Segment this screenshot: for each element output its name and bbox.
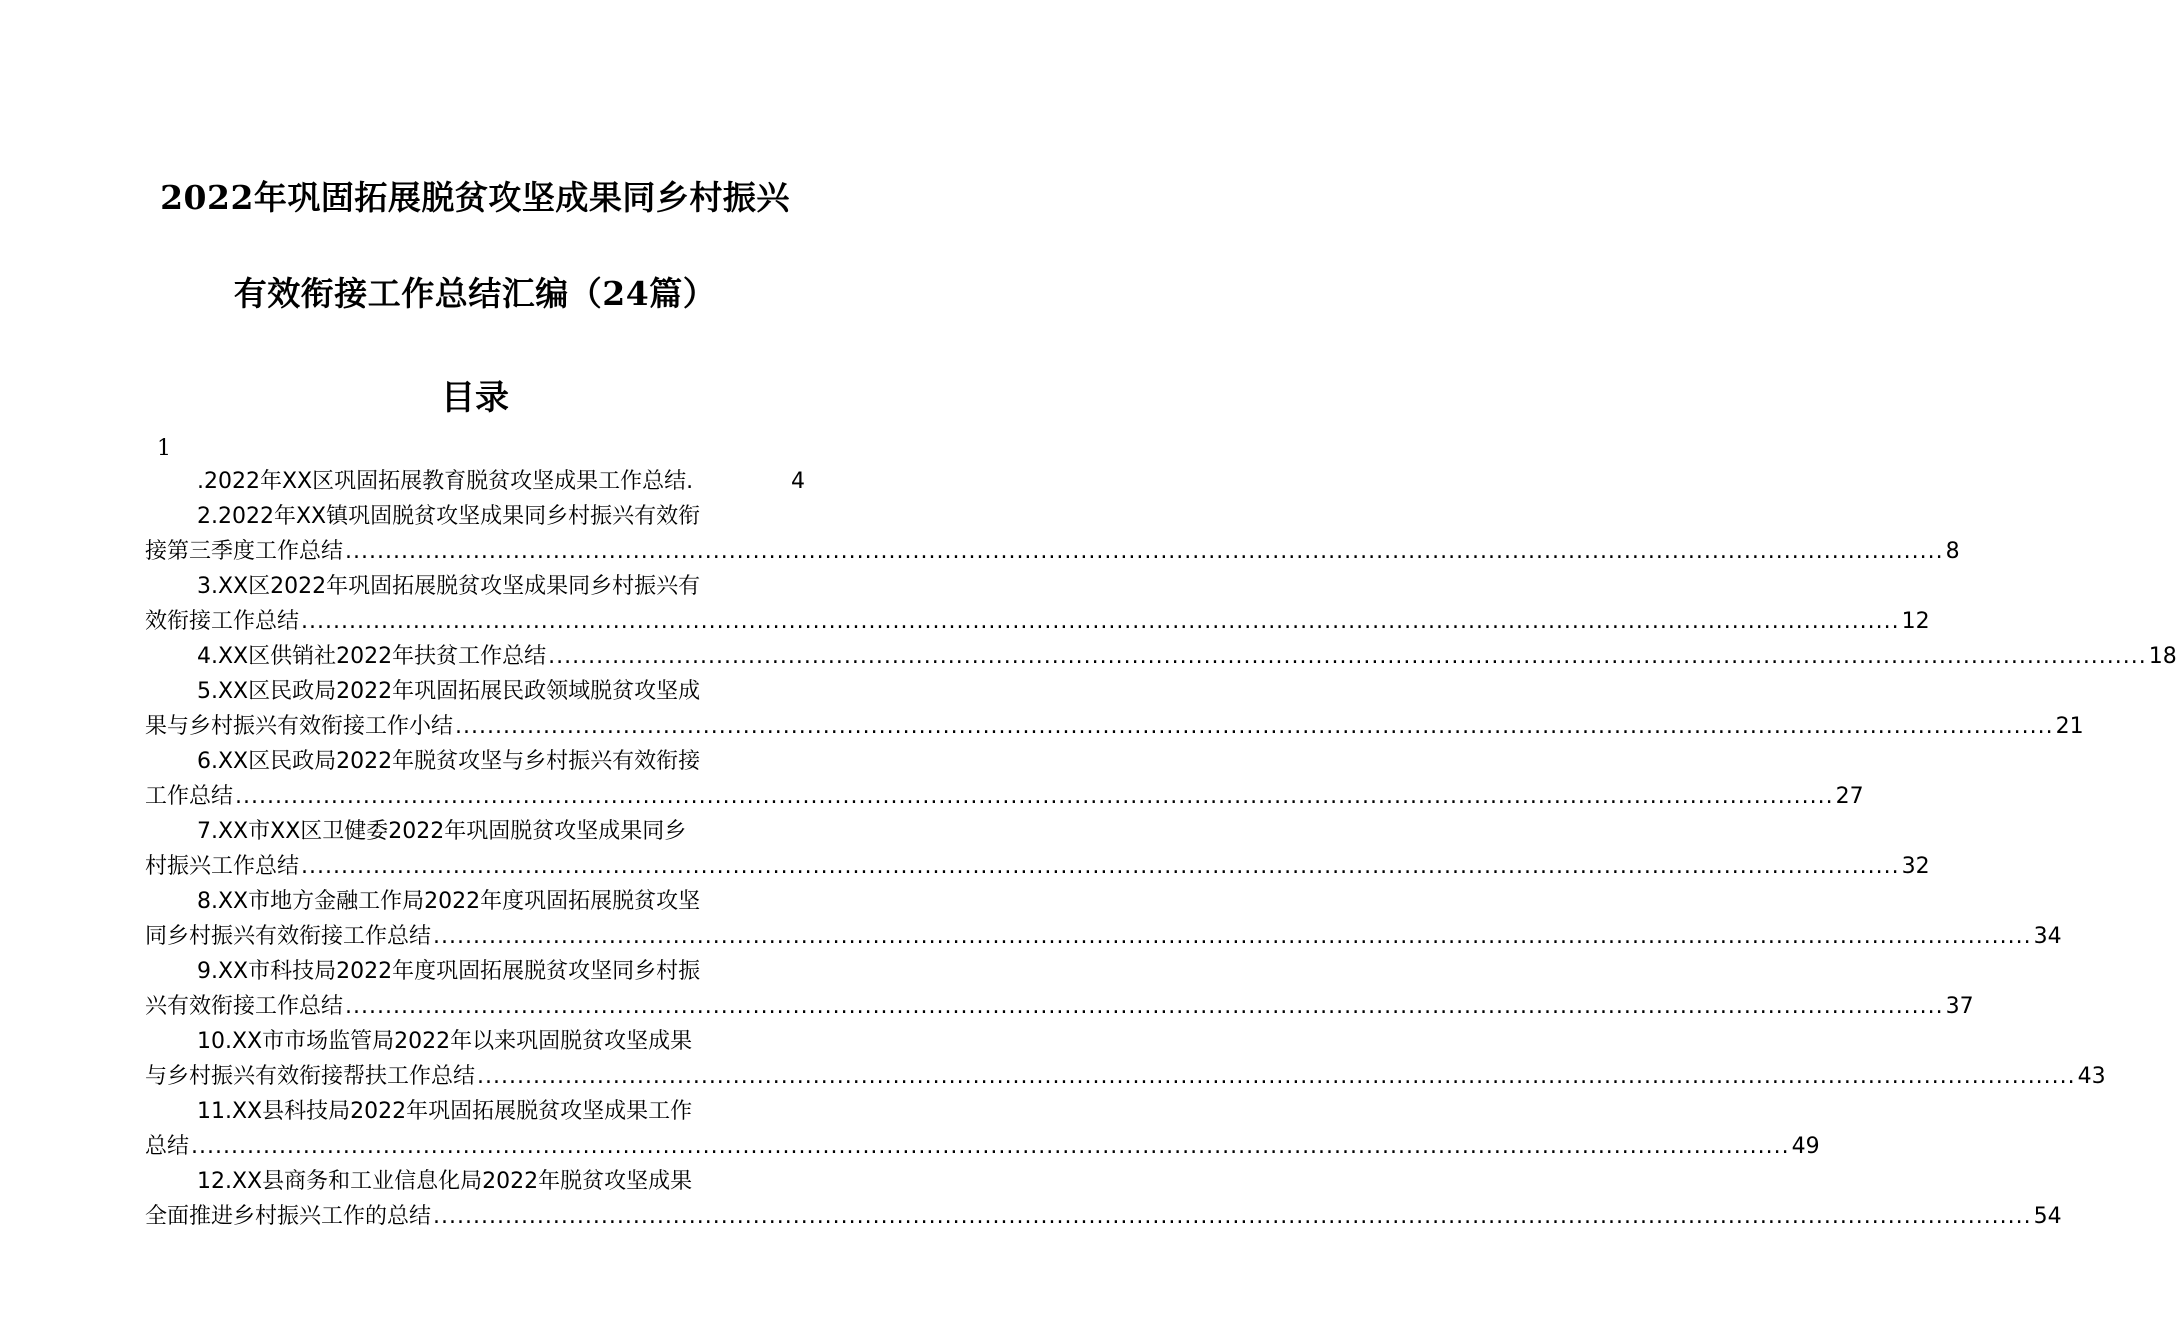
toc-entry-title: 10.XX市市场监管局2022年以来巩固脱贫攻坚成果 [197,1029,693,1054]
document-title-line-2: 有效衔接工作总结汇编（24篇） [233,274,717,313]
toc-entry-title: 7.XX市XX区卫健委2022年巩固脱贫攻坚成果同乡 [197,819,687,844]
toc-leader-dots: ........................................................................................................................................................................................................ [455,714,2054,739]
toc-entry-line-2 [145,534,1960,569]
toc-entry-title: 2.2022年XX镇巩固脱贫攻坚成果同乡村振兴有效衔 [197,504,701,529]
toc-entry[interactable] [145,884,2062,954]
toc-entry-line-1 [145,499,805,534]
toc-page-number: 18 [2148,644,2177,669]
toc-entry[interactable] [145,744,1864,814]
toc-entry-line-1 [145,639,2177,674]
toc-page-number: 27 [1835,784,1864,809]
toc-entry-title-continued: 接第三季度工作总结 [145,539,344,564]
toc-entry-title-continued: 总结 [145,1134,190,1159]
toc-page-number: 4 [791,469,805,494]
toc-page-number: 49 [1791,1134,1820,1159]
toc-entry-line-1 [145,674,805,709]
toc-heading: 目录 [441,378,509,418]
toc-entry-title-continued: 全面推进乡村振兴工作的总结 [145,1204,432,1229]
toc-entry-title: 12.XX县商务和工业信息化局2022年脱贫攻坚成果 [197,1169,693,1194]
toc-entry-title: 4.XX区供销社2022年扶贫工作总结 [197,644,547,669]
toc-entry-line-1 [145,464,805,499]
toc-entry-line-1 [145,744,805,779]
toc-entry-title-continued: 村振兴工作总结 [145,854,300,879]
toc-entry-line-2 [145,779,1864,814]
toc-entry[interactable] [145,499,1960,569]
toc-page-number: 21 [2055,714,2084,739]
toc-entry-title: 8.XX市地方金融工作局2022年度巩固拓展脱贫攻坚 [197,889,701,914]
toc-page-number: 54 [2033,1204,2062,1229]
toc-entry-line-1 [145,814,805,849]
toc-entry-title-continued: 果与乡村振兴有效衔接工作小结 [145,714,454,739]
toc-leader-dots: ........................................................................................................................................................................................................ [301,854,1900,879]
toc-entry[interactable] [145,1094,1820,1164]
toc-leader-dots: ........................................................................................................................................................................................................ [477,1064,2076,1089]
toc-leader-dots: ........................................................................................................................................................................................................ [235,784,1834,809]
toc-leader-dots: ........................................................................................................................................................................................................ [345,539,1944,564]
toc-entry-title-continued: 兴有效衔接工作总结 [145,994,344,1019]
toc-entry-title: 9.XX市科技局2022年度巩固拓展脱贫攻坚同乡村振 [197,959,701,984]
toc-page-number: 32 [1901,854,1930,879]
toc-entry-title: .2022年XX区巩固拓展教育脱贫攻坚成果工作总结. [197,469,694,494]
toc-page-number: 8 [1945,539,1960,564]
toc-entry-line-2 [145,919,2062,954]
toc-entry-title-continued: 与乡村振兴有效衔接帮扶工作总结 [145,1064,476,1089]
toc-leader-dots: ........................................................................................................................................................................................................ [345,994,1944,1019]
toc-leader-dots: ........................................................................................................................................................................................................ [191,1134,1790,1159]
toc-entry-title-continued: 效衔接工作总结 [145,609,300,634]
toc-entry-line-1 [145,884,805,919]
toc-leader-dots: ........................................................................................................................................................................................................ [433,1204,2032,1229]
toc-page-number: 43 [2077,1064,2106,1089]
toc-entry-line-1 [145,1024,805,1059]
toc-entry-line-1 [145,569,805,604]
toc-entry[interactable] [145,954,1974,1024]
toc-page-number: 37 [1945,994,1974,1019]
toc-entry-line-2 [145,604,1930,639]
toc-page-number: 12 [1901,609,1930,634]
toc-entry-title-continued: 同乡村振兴有效衔接工作总结 [145,924,432,949]
toc-entry-line-1 [145,1164,805,1199]
toc-leader-dots: ........................................................................................................................................................................................................ [433,924,2032,949]
toc-entry[interactable] [145,1164,2062,1234]
toc-entry-line-2 [145,1129,1820,1164]
toc-page-number: 34 [2033,924,2062,949]
table-of-contents [145,464,2177,1234]
toc-entry-line-1 [145,954,805,989]
toc-entry-line-2 [145,1059,2106,1094]
toc-entry[interactable] [145,674,2084,744]
toc-entry[interactable] [145,464,805,499]
toc-entry-title: 11.XX县科技局2022年巩固拓展脱贫攻坚成果工作 [197,1099,693,1124]
toc-leader-dots: ........................................................................................................................................................................................................ [548,644,2147,669]
toc-leader-dots: ........................................................................................................................................................................................................ [301,609,1900,634]
toc-entry-line-2 [145,849,1930,884]
toc-entry-line-2 [145,709,2084,744]
toc-entry-title-continued: 工作总结 [145,784,234,809]
toc-entry[interactable] [145,569,1930,639]
toc-entry[interactable] [145,1024,2106,1094]
stray-number: 1 [157,436,171,461]
toc-entry-title: 5.XX区民政局2022年巩固拓展民政领域脱贫攻坚成 [197,679,701,704]
toc-entry-line-2 [145,989,1974,1024]
toc-entry-title: 3.XX区2022年巩固拓展脱贫攻坚成果同乡村振兴有 [197,574,701,599]
document-title-line-1: 2022年巩固拓展脱贫攻坚成果同乡村振兴 [160,178,790,217]
toc-entry[interactable] [145,814,1930,884]
toc-entry-title: 6.XX区民政局2022年脱贫攻坚与乡村振兴有效衔接 [197,749,701,774]
toc-entry-line-1 [145,1094,805,1129]
toc-entry[interactable] [145,639,2177,674]
toc-entry-line-2 [145,1199,2062,1234]
